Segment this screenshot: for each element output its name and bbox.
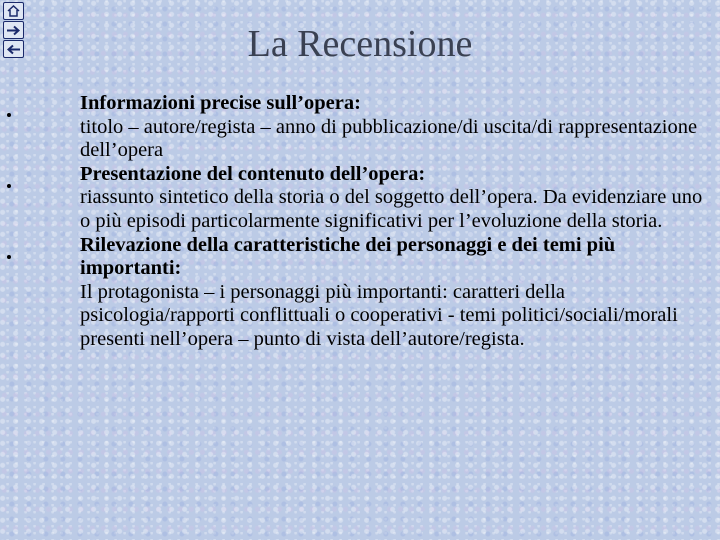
bullet-dot <box>7 184 11 188</box>
bullet-item-characters <box>0 234 720 352</box>
bullet-body: riassunto sintetico della storia o del soggetto dell’opera. Da evidenziare uno o più episodi particolarmente significativi per l’evoluzione della storia. <box>80 186 703 232</box>
home-icon <box>7 5 20 17</box>
bullet-list <box>0 92 720 352</box>
bullet-item-info <box>0 92 720 163</box>
bullet-dot <box>7 255 11 259</box>
bullet-heading: Informazioni precise sull’opera: <box>80 92 361 114</box>
bullet-heading: Presentazione del contenuto dell’opera: <box>80 162 426 185</box>
home-button[interactable] <box>3 2 24 20</box>
bullet-item-content <box>0 163 720 234</box>
bullet-heading: Rilevazione della caratteristiche dei personaggi e dei temi più importanti: <box>80 233 616 280</box>
bullet-body: Il protagonista – i personaggi più importanti: caratteri della psicologia/rapporti conflittuali o cooperativi - temi politici/sociali/morali presenti nell’opera – punto di vista dell’autore/regista. <box>80 280 678 350</box>
bullet-body: titolo – autore/regista – anno di pubblicazione/di uscita/di rappresentazione dell’opera <box>80 115 698 162</box>
slide-title: La Recensione <box>247 23 473 65</box>
bullet-dot <box>7 113 11 117</box>
